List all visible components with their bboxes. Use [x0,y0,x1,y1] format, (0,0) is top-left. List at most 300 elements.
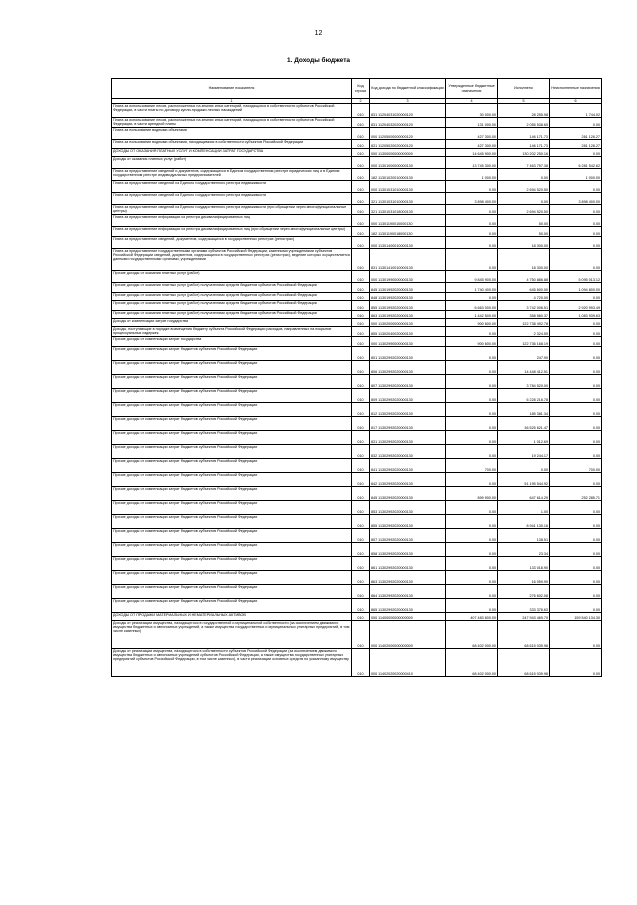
row-income-code: 831 11205020020000120 [370,140,446,149]
table-row [112,487,602,501]
row-line-code: 010 [352,283,370,293]
row-income-code: 831 11301410010000130 [370,249,446,271]
row-approved: 0.00 [446,417,498,431]
row-executed: 6 228 216.78 [498,389,550,403]
row-name: Прочие доходы от компенсации затрат бюджетов субъектов Российской Федерации [112,571,352,585]
table-row [112,417,602,431]
row-line-code: 010 [352,585,370,599]
row-line-code: 010 [352,571,370,585]
table-row [112,571,602,585]
row-line-code: 010 [352,459,370,473]
row-executed: 358 560.37 [498,311,550,319]
row-unexecuted: 0.00 [550,599,602,613]
row-name: ДОХОДЫ ОТ ПРОДАЖИ МАТЕРИАЛЬНЫХ И НЕМАТЕРИАЛЬНЫХ АКТИВОВ [112,613,352,621]
row-income-code: 321 11301031010000130 [370,193,446,205]
row-income-code: 848 11301992020000130 [370,293,446,301]
row-unexecuted: 0.00 [550,621,602,649]
row-income-code: 863 11301992020000130 [370,311,446,319]
row-line-code: 010 [352,515,370,529]
row-unexecuted: 0.00 [550,149,602,157]
table-row [112,193,602,205]
table-row [112,271,602,283]
row-executed: 51 195 544.92 [498,473,550,487]
table-row [112,205,602,215]
row-income-code: 000 11400000000000000 [370,613,446,621]
table-row [112,431,602,445]
row-name: Прочие доходы от компенсации затрат бюджетов субъектов Российской Федерации [112,599,352,613]
row-line-code: 010 [352,417,370,431]
row-name: Доходы от реализации имущества, находящегося в государственной и муниципальной собственности (за исключением движимого имущества бюджетных и автономных учреждений, а также имущества государственных и муниципальных унитарных предприятий, в том числе казенных) [112,621,352,649]
row-executed: 18 300.00 [498,237,550,249]
row-unexecuted: 0.00 [550,501,602,515]
row-line-code: 010 [352,205,370,215]
row-name: Прочие доходы от компенсации затрат бюджетов субъектов Российской Федерации [112,557,352,571]
row-approved: 0.00 [446,543,498,557]
row-income-code: 858 11302992020000130 [370,543,446,557]
row-line-code: 010 [352,118,370,128]
table-row [112,215,602,227]
row-executed: 146 171.73 [498,140,550,149]
row-approved: 0.00 [446,599,498,613]
row-name: Прочие доходы от компенсации затрат бюджетов субъектов Российской Федерации [112,501,352,515]
row-unexecuted: 0.00 [550,293,602,301]
row-line-code: 010 [352,327,370,337]
row-executed: 0.00 [498,459,550,473]
row-approved: 13 745 300.00 [446,157,498,169]
row-executed: 130 202 250.16 [498,149,550,157]
budget-income-table [111,78,602,677]
row-approved: 131 000.00 [446,118,498,128]
header-approved: Утвержденные бюджетные назначения [446,79,498,99]
row-name: Прочие доходы от компенсации затрат государства [112,337,352,347]
row-income-code: 000 11302000000000130 [370,319,446,327]
row-line-code: 010 [352,319,370,327]
row-approved: 0.00 [446,347,498,361]
row-name: Прочие доходы от компенсации затрат бюджетов субъектов Российской Федерации [112,445,352,459]
row-executed: 647 614.29 [498,487,550,501]
row-income-code: 000 11300000000000000 [370,149,446,157]
row-income-code: 865 11302992020000130 [370,599,446,613]
row-executed: 133 018.90 [498,557,550,571]
row-name: Прочие доходы от компенсации затрат бюджетов субъектов Российской Федерации [112,375,352,389]
row-approved: 0.00 [446,557,498,571]
table-row [112,389,602,403]
row-line-code: 010 [352,361,370,375]
row-line-code: 010 [352,293,370,301]
header-line-code: Код строки [352,79,370,99]
table-row [112,459,602,473]
row-approved: 0.00 [446,237,498,249]
row-approved: 700.00 [446,459,498,473]
table-row [112,327,602,337]
row-unexecuted: 0.00 [550,571,602,585]
table-row [112,515,602,529]
row-executed: 2 694 520.50 [498,205,550,215]
row-line-code: 010 [352,169,370,181]
table-row [112,361,602,375]
row-line-code: 010 [352,599,370,613]
row-unexecuted: 5 095 013.12 [550,271,602,283]
row-income-code: 801 11302992020000130 [370,347,446,361]
row-line-code: 010 [352,181,370,193]
column-number: 4 [446,99,498,104]
row-income-code: 000 11301031010000130 [370,181,446,193]
row-unexecuted: 0.00 [550,319,602,327]
row-line-code: 010 [352,529,370,543]
column-number: 5 [498,99,550,104]
table-row [112,311,602,319]
table-row [112,543,602,557]
row-executed: 2 324.59 [498,327,550,337]
row-approved: 0.00 [446,445,498,459]
table-row [112,529,602,543]
row-name: Плата за предоставление государственными органами субъектов Российской Федерации, казенными учреждениями субъектов Российской Федерации сведений, документов, содержащихся в государственных реестрах (регистрах), ведение которых осуществляется данными государственными органами, учреждениями [112,249,352,271]
row-executed: 14 448 412.51 [498,361,550,375]
row-name: Плата за пользование водными объектами [112,128,352,140]
row-line-code: 010 [352,613,370,621]
row-executed: 276 602.08 [498,585,550,599]
row-unexecuted: 3 898 400.00 [550,193,602,205]
row-name: Плата за предоставление информации из реестра дисквалифицированных лиц [112,215,352,227]
row-name: Плата за предоставление информации из реестра дисквалифицированных лиц (при обращении через многофункциональные центры) [112,227,352,237]
column-number: 2 [352,99,370,104]
table-row [112,347,602,361]
row-line-code: 010 [352,227,370,237]
row-unexecuted: 0.00 [550,337,602,347]
row-line-code: 010 [352,149,370,157]
row-unexecuted: 6 281 542.62 [550,157,602,169]
row-executed: 1.00 [498,501,550,515]
row-income-code: 817 11302992020000130 [370,417,446,431]
row-income-code: 832 11302992020000130 [370,445,446,459]
row-executed: 0.00 [498,193,550,205]
row-approved: 0.00 [446,361,498,375]
row-income-code: 809 11302992020000130 [370,389,446,403]
row-name: Доходы от реализации имущества, находящегося в собственности субъектов Российской Федерации (за исключением движимого имущества бюджетных и автономных учреждений субъектов Российской Федерации, а также имущества государственных унитарных предприятий субъектов Российской Федерации, в том числе казенных), в части реализации основных средств по указанному имуществу [112,649,352,677]
row-income-code: 321 11301031018000130 [370,205,446,215]
table-row [112,473,602,487]
row-unexecuted: 0.00 [550,431,602,445]
row-approved: 1 442 500.00 [446,311,498,319]
row-approved: 0.00 [446,585,498,599]
row-line-code: 010 [352,431,370,445]
row-approved: 0.00 [446,205,498,215]
row-income-code: 845 11301992020000130 [370,283,446,293]
row-income-code: 855 11301992020000130 [370,301,446,311]
row-line-code: 010 [352,487,370,501]
row-unexecuted: 0.00 [550,473,602,487]
row-executed: 16 059.90 [498,571,550,585]
column-number: 3 [370,99,446,104]
header-row [112,79,602,99]
row-line-code: 010 [352,403,370,417]
row-executed: 4 720.00 [498,293,550,301]
row-income-code: 831 11204032020000120 [370,118,446,128]
row-approved: 427 300.00 [446,140,498,149]
row-unexecuted: 0.00 [550,215,602,227]
row-executed: 68 615 039.98 [498,649,550,677]
table-row [112,613,602,621]
row-line-code: 010 [352,389,370,403]
row-approved: 30 000.00 [446,104,498,118]
row-line-code: 010 [352,501,370,515]
row-approved: 0.00 [446,249,498,271]
row-executed: 247 943 465.70 [498,613,550,621]
row-income-code: 000 11402020020000410 [370,649,446,677]
row-unexecuted: 159 540 134.30 [550,613,602,621]
table-row [112,283,602,293]
row-executed: 28 255.98 [498,104,550,118]
row-approved: 0.00 [446,227,498,237]
row-line-code: 010 [352,445,370,459]
row-approved: 0.00 [446,215,498,227]
row-line-code: 010 [352,104,370,118]
table-row [112,599,602,613]
row-line-code: 010 [352,311,370,319]
table-row [112,249,602,271]
row-name: Прочие доходы от компенсации затрат бюджетов субъектов Российской Федерации [112,403,352,417]
row-approved: 0.00 [446,389,498,403]
row-income-code: 857 11302992020000130 [370,529,446,543]
header-name: Наименование показателя [112,79,352,99]
row-name: Плата за использование лесов, расположенных на землях иных категорий, находящихся в собственности субъектов Российской Федерации, в части платы по договору купли-продажи лесных насаждений [112,104,352,118]
row-line-code: 010 [352,249,370,271]
row-name: Прочие доходы от компенсации затрат бюджетов субъектов Российской Федерации [112,431,352,445]
row-approved: 68 402 000.00 [446,649,498,677]
row-unexecuted: 0.00 [550,403,602,417]
table-row [112,319,602,327]
row-unexecuted: 2 920 993.49 [550,301,602,311]
row-income-code: 000 11402000000000000 [370,621,446,649]
row-name: Прочие доходы от компенсации затрат бюджетов субъектов Российской Федерации [112,347,352,361]
row-executed: 23.34 [498,543,550,557]
row-approved: 0.00 [446,431,498,445]
row-approved: 407 483 600.00 [446,613,498,621]
row-name: Прочие доходы от компенсации затрат бюджетов субъектов Российской Федерации [112,487,352,501]
row-income-code: 864 11302992020000130 [370,585,446,599]
row-unexecuted: 281 128.27 [550,128,602,140]
row-line-code: 010 [352,375,370,389]
table-row [112,149,602,157]
row-name: Прочие доходы от компенсации затрат бюджетов субъектов Российской Федерации [112,417,352,431]
row-income-code: 831 11302992020000130 [370,431,446,445]
row-unexecuted: 0.00 [550,389,602,403]
row-name: Прочие доходы от компенсации затрат бюджетов субъектов Российской Федерации [112,361,352,375]
row-executed: 122 738 492.78 [498,319,550,327]
page-number: 12 [314,30,323,37]
row-line-code: 010 [352,337,370,347]
row-approved: 3 898 400.00 [446,193,498,205]
row-line-code: 010 [352,543,370,557]
row-name: Плата за предоставление сведений и документов, содержащихся в Едином государственном реестре юридических лиц и в Едином государственном реестре индивидуальных предпринимателей [112,169,352,181]
row-unexecuted: 1 744.02 [550,104,602,118]
row-executed: 2 694 520.50 [498,181,550,193]
row-income-code: 853 11302992020000130 [370,501,446,515]
row-line-code: 010 [352,237,370,249]
table-row [112,169,602,181]
row-line-code: 010 [352,140,370,149]
row-unexecuted: 0.00 [550,529,602,543]
row-approved: 0.00 [446,403,498,417]
row-line-code: 010 [352,215,370,227]
row-income-code: 812 11302992020000130 [370,403,446,417]
row-approved: 0.00 [446,375,498,389]
row-approved: 900 600.00 [446,337,498,347]
row-unexecuted: 0.00 [550,181,602,193]
row-executed: 50.00 [498,215,550,227]
row-approved: 9 845 900.00 [446,271,498,283]
header-unexecuted: Неисполненные назначения [550,79,602,99]
row-unexecuted: 0.00 [550,327,602,337]
row-approved: 6 663 000.00 [446,301,498,311]
header-income-code: Код дохода по бюджетной классификации [370,79,446,99]
row-income-code: 182 11301190018000130 [370,227,446,237]
row-approved: 0.00 [446,515,498,529]
table-row [112,501,602,515]
table-row [112,237,602,249]
row-unexecuted: 1 094 800.00 [550,283,602,293]
table-row [112,375,602,389]
row-unexecuted: 0.00 [550,543,602,557]
table-body [112,104,602,677]
row-name: Прочие доходы от оказания платных услуг (работ) получателями средств бюджетов субъектов Российской Федерации [112,283,352,293]
row-name: Плата за использование лесов, расположенных на землях иных категорий, находящихся в собственности субъектов Российской Федерации, в части арендной платы [112,118,352,128]
table-row [112,104,602,118]
row-name: Плата за предоставление сведений из Единого государственного реестра недвижимости (при обращении через многофункциональные центры) [112,205,352,215]
row-approved: 0.00 [446,327,498,337]
row-executed: 247.90 [498,347,550,361]
row-name: Доходы, поступающие в порядке возмещения бюджету субъекта Российской Федерации расходов, направленных на покрытие процессуальных издержек [112,327,352,337]
row-income-code: 000 11301990000000130 [370,271,446,283]
row-executed: 4 750 886.88 [498,271,550,283]
row-approved: 68 402 000.00 [446,621,498,649]
row-income-code: 831 11204031020000120 [370,104,446,118]
row-name: Прочие доходы от оказания платных услуг (работ) получателями средств бюджетов субъектов Российской Федерации [112,301,352,311]
row-executed: 333 378.63 [498,599,550,613]
row-unexecuted: 0.00 [550,649,602,677]
row-income-code: 861 11302992020000130 [370,557,446,571]
row-name: Прочие доходы от компенсации затрат бюджетов субъектов Российской Федерации [112,515,352,529]
table-row [112,227,602,237]
row-line-code: 010 [352,473,370,487]
row-executed: 19 244.17 [498,445,550,459]
table-row [112,157,602,169]
row-line-code: 010 [352,271,370,283]
row-unexecuted: 0.00 [550,347,602,361]
row-unexecuted: 0.00 [550,361,602,375]
row-executed: 36 525 621.47 [498,417,550,431]
row-unexecuted: 0.00 [550,585,602,599]
row-unexecuted: 0.00 [550,118,602,128]
row-name: Прочие доходы от оказания платных услуг (работ) получателями средств бюджетов субъектов Российской Федерации [112,293,352,301]
row-income-code: 863 11302992020000130 [370,571,446,585]
row-executed: 3 742 006.51 [498,301,550,311]
row-name: ДОХОДЫ ОТ ОКАЗАНИЯ ПЛАТНЫХ УСЛУГ И КОМПЕНСАЦИИ ЗАТРАТ ГОСУДАРСТВА [112,149,352,157]
row-approved: 900 600.00 [446,319,498,327]
row-name: Доходы от оказания платных услуг (работ) [112,157,352,169]
table-row [112,403,602,417]
row-unexecuted: 0.00 [550,205,602,215]
row-unexecuted: 252 285.71 [550,487,602,501]
table-row [112,181,602,193]
row-unexecuted: 0.00 [550,417,602,431]
row-name: Прочие доходы от компенсации затрат бюджетов субъектов Российской Федерации [112,473,352,487]
row-name: Прочие доходы от компенсации затрат бюджетов субъектов Российской Федерации [112,585,352,599]
row-unexecuted: 1 000.00 [550,169,602,181]
table-row [112,140,602,149]
row-executed: 122 736 168.19 [498,337,550,347]
row-unexecuted: 281 128.27 [550,140,602,149]
row-unexecuted: 0.00 [550,375,602,389]
table-row [112,585,602,599]
row-executed: 146 171.73 [498,128,550,140]
row-executed: 18 300.00 [498,249,550,271]
row-line-code: 010 [352,157,370,169]
row-executed: 3 784 520.00 [498,375,550,389]
table-row [112,128,602,140]
row-income-code: 182 11301020010000130 [370,169,446,181]
row-line-code: 010 [352,128,370,140]
header-executed: Исполнено [498,79,550,99]
row-line-code: 010 [352,347,370,361]
row-income-code: 000 11301000000000130 [370,157,446,169]
row-executed: 138.51 [498,529,550,543]
row-executed: 645 600.00 [498,283,550,293]
row-approved: 1 000.00 [446,169,498,181]
section-title: 1. Доходы бюджета [286,57,351,64]
row-unexecuted: 0.00 [550,227,602,237]
row-income-code: 845 11302992020000130 [370,487,446,501]
row-name: Доходы от компенсации затрат государства [112,319,352,327]
row-executed: 1 012.69 [498,431,550,445]
table-row [112,293,602,301]
row-approved: 1 740 400.00 [446,283,498,293]
row-line-code: 010 [352,621,370,649]
row-unexecuted: 0.00 [550,249,602,271]
row-executed: 68 615 039.98 [498,621,550,649]
row-executed: 0.00 [498,169,550,181]
row-executed: 8 941 130.16 [498,515,550,529]
row-executed: 50.00 [498,227,550,237]
table-row [112,301,602,311]
row-executed: 7 463 757.38 [498,157,550,169]
row-income-code: 841 11302992020000130 [370,459,446,473]
row-name: Прочие доходы от компенсации затрат бюджетов субъектов Российской Федерации [112,459,352,473]
row-unexecuted: 0.00 [550,445,602,459]
row-unexecuted: 0.00 [550,515,602,529]
row-name: Прочие доходы от оказания платных услуг (работ) получателями средств бюджетов субъектов Российской Федерации [112,311,352,319]
table-row [112,337,602,347]
row-income-code: 000 11205000000000120 [370,128,446,140]
table-row [112,118,602,128]
row-name: Прочие доходы от компенсации затрат бюджетов субъектов Российской Федерации [112,389,352,403]
row-approved: 0.00 [446,473,498,487]
row-name: Прочие доходы от оказания платных услуг (работ) [112,271,352,283]
row-income-code: 806 11302992020000130 [370,361,446,375]
table-row [112,649,602,677]
row-name: Плата за предоставление сведений из Единого государственного реестра недвижимости [112,181,352,193]
row-name: Прочие доходы от компенсации затрат бюджетов субъектов Российской Федерации [112,529,352,543]
row-income-code: 855 11302040020000130 [370,327,446,337]
row-executed: 2 055 538.65 [498,118,550,128]
table-row [112,557,602,571]
row-executed: 185 381.34 [498,403,550,417]
row-unexecuted: 0.00 [550,237,602,249]
column-number: 1 [112,99,352,104]
row-approved: 0.00 [446,571,498,585]
row-name: Прочие доходы от компенсации затрат бюджетов субъектов Российской Федерации [112,543,352,557]
row-line-code: 010 [352,649,370,677]
